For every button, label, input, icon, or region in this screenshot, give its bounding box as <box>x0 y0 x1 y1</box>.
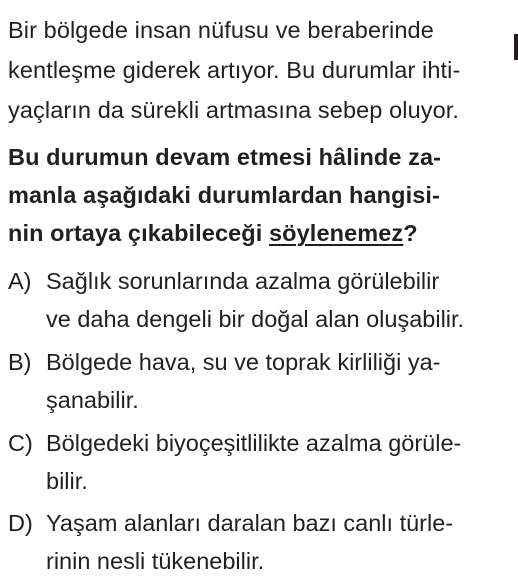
stem-line-2: kentleşme giderek artıyor. Bu durumlar ihti- <box>8 57 461 83</box>
option-a-line-1: Sağlık sorunlarında azalma görülebilir <box>46 268 440 294</box>
option-c-letter: C) <box>8 430 33 456</box>
stem-line-3: yaçların da sürekli artmasına sebep oluyor. <box>8 97 460 123</box>
question-line-3-prefix: nin ortaya çıkabileceği <box>8 220 270 246</box>
option-d-line-1: Yaşam alanları daralan bazı canlı türle- <box>46 510 454 536</box>
option-b-letter: B) <box>8 349 32 375</box>
question-line-2: manla aşağıdaki durumlardan hangisi- <box>8 182 440 208</box>
page-edge-mark <box>514 34 518 60</box>
option-a-letter: A) <box>8 268 32 294</box>
option-d-line-2: rinin nesli tükenebilir. <box>46 548 265 574</box>
question-mark: ? <box>403 220 418 246</box>
option-d-letter: D) <box>8 510 33 536</box>
stem-line-1: Bir bölgede insan nüfusu ve beraberinde <box>8 17 434 43</box>
negation-keyword: söylenemez <box>269 220 404 246</box>
question-line-3 <box>8 217 418 249</box>
option-c-line-1: Bölgedeki biyoçeşitlilikte azalma görüle- <box>46 430 462 456</box>
option-a-line-2: ve daha dengeli bir doğal alan oluşabilir. <box>46 306 465 332</box>
option-b-line-2: şanabilir. <box>46 387 139 413</box>
question-line-1: Bu durumun devam etmesi hâlinde za- <box>8 144 442 170</box>
option-c-line-2: bilir. <box>46 468 88 494</box>
option-b-line-1: Bölgede hava, su ve toprak kirliliği ya- <box>46 349 441 375</box>
